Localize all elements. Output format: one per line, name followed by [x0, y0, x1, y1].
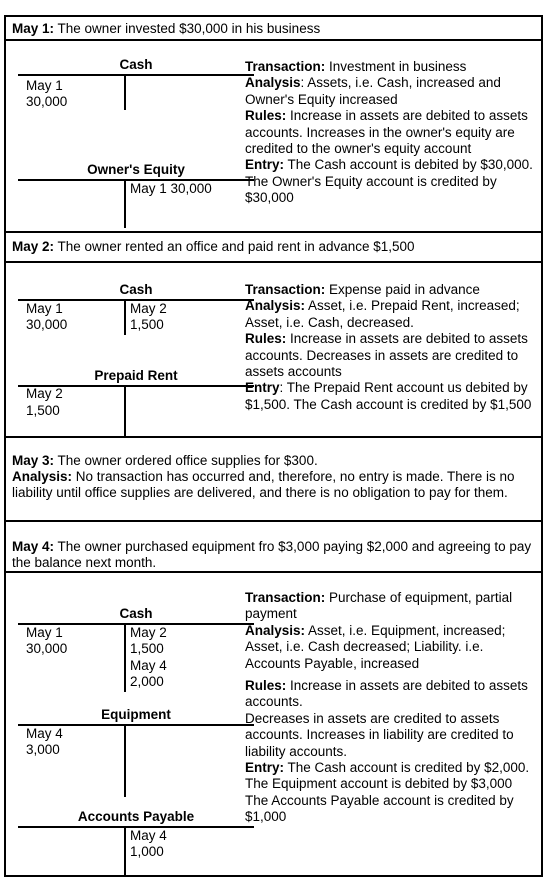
t-account-divider [124, 300, 126, 335]
analysis-label: Analysis [245, 75, 301, 91]
rules-label: Rules: [245, 331, 287, 347]
may4-equipment-debit-amount: 3,000 [26, 742, 60, 757]
may1-entry: The Cash account is debited by $30,000. The Owner's Equity account is credited by $30,000 [245, 157, 533, 206]
may2-entry: : The Prepaid Rent account us debited by $1,500. The Cash account is credited by $1,500 [245, 380, 532, 412]
may2-date: May 2: [12, 239, 55, 254]
may2-cash-credit-date: May 2 [130, 301, 167, 316]
may3-text: The owner ordered office supplies for $300. [54, 453, 318, 468]
document-frame [4, 15, 543, 877]
rules-label: Rules: [245, 108, 287, 124]
may4-cash-debit-date: May 1 [26, 625, 63, 640]
may4-explanation [245, 590, 541, 826]
may1-equity-credit: May 1 30,000 [130, 181, 212, 196]
may4-cash-credit-line: 2,000 [130, 674, 164, 689]
may4-date: May 4: [12, 539, 55, 554]
entry-label: Entry: [245, 760, 285, 776]
may4-payable-credit-date: May 4 [130, 828, 167, 843]
transaction-label: Transaction: [245, 282, 326, 297]
t-account-divider [124, 725, 126, 797]
may4-payable-credit-amount: 1,000 [130, 844, 164, 859]
may2-prepaid-title: Prepaid Rent [94, 368, 178, 383]
may4-cash-title: Cash [119, 606, 153, 621]
transaction-label: Transaction: [245, 590, 326, 605]
section-divider [6, 436, 541, 438]
may4-cash-debit-amount: 30,000 [26, 641, 68, 656]
t-account-divider [124, 624, 126, 692]
may3-date: May 3: [12, 453, 55, 468]
may4-entry: The Cash account is credited by $2,000. The Equipment account is debited by $3,000 [245, 760, 530, 792]
may4-equipment-debit-date: May 4 [26, 726, 63, 741]
may1-date: May 1: [12, 21, 55, 36]
t-account-divider [124, 75, 126, 110]
analysis-label: Analysis: [245, 622, 306, 638]
may2-cash-debit-amount: 30,000 [26, 317, 68, 332]
may1-header [6, 17, 541, 41]
t-account-divider [124, 180, 126, 228]
may3-analysis: No transaction has occurred and, therefore, no entry is made. There is no liability until office supplies are delivered, and there is no obligation to pay for them. [12, 469, 515, 500]
may1-explanation [245, 59, 541, 207]
entry-label: Entry: [245, 157, 285, 173]
may4-analysis: Asset, i.e. Equipment, increased; Asset, i.e. Cash decreased; Liability. i.e. Accounts Payable, increased [245, 622, 506, 671]
may2-transaction: Expense paid in advance [325, 282, 480, 297]
entry-label: Entry [245, 380, 280, 396]
may4-entry-continued: The Accounts Payable account is credited by $1,000 [245, 792, 514, 825]
may1-cash-debit-amount: 30,000 [26, 94, 68, 109]
may2-rules: Increase in assets are debited to assets accounts. Decreases in assets are credited to assets accounts [245, 331, 528, 380]
may1-equity-title: Owner's Equity [87, 162, 185, 177]
may4-rules: Increase in assets are debited to assets accounts. [245, 678, 528, 710]
may2-explanation [245, 282, 543, 413]
may4-equipment-title: Equipment [101, 707, 171, 722]
analysis-label: Analysis: [245, 298, 306, 314]
may4-cash-credit-line: May 4 [130, 658, 167, 673]
may2-cash-debit-date: May 1 [26, 301, 63, 316]
transaction-label: Transaction: [245, 59, 326, 74]
may2-text: The owner rented an office and paid rent in advance $1,500 [54, 239, 415, 254]
may4-text: The owner purchased equipment fro $3,000 paying $2,000 and agreeing to pay the balance next month. [12, 539, 532, 570]
may4-payable-title: Accounts Payable [77, 809, 195, 824]
t-account-top-line [18, 74, 254, 76]
may2-analysis: Asset, i.e. Prepaid Rent, increased; Asset, i.e. Cash, decreased. [245, 298, 520, 330]
may2-header [6, 233, 541, 263]
may1-rules: Increase in assets are debited to assets accounts. Increases in the owner's equity are credited to the owner's equity account [245, 108, 528, 157]
may2-prepaid-debit-date: May 2 [26, 386, 63, 401]
may2-cash-credit-amount: 1,500 [130, 317, 164, 332]
may1-cash-title: Cash [119, 57, 153, 72]
may4-cash-credit-line: 1,500 [130, 641, 164, 656]
may1-cash-debit-date: May 1 [26, 78, 63, 93]
may4-rules-continued: Decreases in assets are credited to assets accounts. Increases in liability are credited to liability accounts. [245, 710, 514, 759]
may4-header [6, 522, 541, 573]
may2-cash-title: Cash [119, 282, 153, 297]
t-account-divider [124, 386, 126, 436]
may1-transaction: Investment in business [325, 59, 467, 74]
may1-analysis: : Assets, i.e. Cash, increased and Owner's Equity increased [245, 75, 501, 107]
may3-section [12, 453, 538, 501]
rules-label: Rules: [245, 678, 287, 694]
t-account-divider [124, 827, 126, 877]
may2-prepaid-debit-amount: 1,500 [26, 403, 60, 418]
may4-cash-credit-line: May 2 [130, 625, 167, 640]
may1-text: The owner invested $30,000 in his business [54, 21, 321, 36]
may4-transaction: Purchase of equipment, partial payment [245, 590, 513, 622]
analysis-label: Analysis: [12, 469, 73, 484]
